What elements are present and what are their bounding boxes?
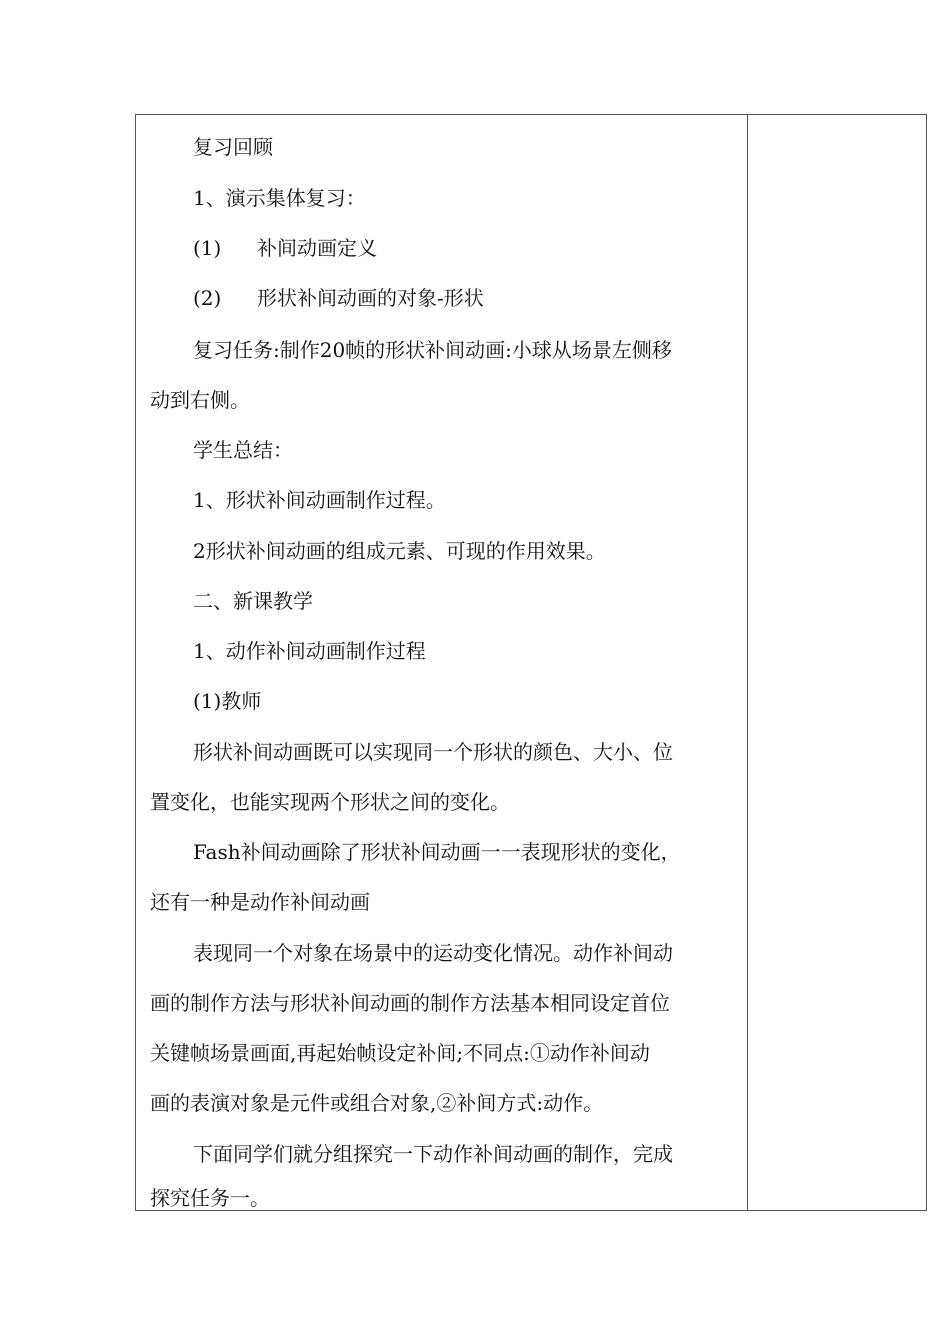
- paragraph-3-line-1: 表现同一个对象在场景中的运动变化情况。动作补间动: [193, 941, 673, 965]
- paragraph-3-line-4: 画的表演对象是元件或组合对象,②补间方式:动作。: [150, 1091, 604, 1115]
- new-lesson-heading: 二、新课教学: [193, 589, 313, 613]
- paragraph-3-line-3: 关键帧场景画面,再起始帧设定补间;不同点:①动作补间动: [150, 1041, 650, 1065]
- review-task-paragraph-line-2: 动到右侧。: [150, 388, 250, 412]
- sub-item-2-number: (2): [193, 286, 222, 310]
- review-task-paragraph-line-1: 复习任务:制作20帧的形状补间动画:小球从场景左侧移: [193, 338, 672, 362]
- review-item-1: 1、演示集体复习：: [193, 186, 366, 210]
- paragraph-3-line-2: 画的制作方法与形状补间动画的制作方法基本相同设定首位: [150, 991, 670, 1015]
- review-heading: 复习回顾: [193, 135, 273, 159]
- paragraph-4-line-2: 探究任务一。: [150, 1186, 270, 1210]
- summary-item-1: 1、形状补间动画制作过程。: [193, 488, 446, 512]
- paragraph-4-line-1: 下面同学们就分组探究一下动作补间动画的制作，完成: [193, 1142, 673, 1166]
- sub-item-2-text: 形状补间动画的对象-形状: [257, 286, 484, 310]
- motion-tween-heading: 1、动作补间动画制作过程: [193, 639, 426, 663]
- sub-item-1-number: (1): [193, 236, 222, 260]
- student-summary-heading: 学生总结：: [193, 438, 293, 462]
- sub-item-1-text: 补间动画定义: [257, 236, 377, 260]
- paragraph-1-line-1: 形状补间动画既可以实现同一个形状的颜色、大小、位: [193, 740, 673, 764]
- paragraph-2-line-2: 还有一种是动作补间动画: [150, 890, 370, 914]
- teacher-subheading: (1)教师: [193, 689, 262, 713]
- paragraph-2-line-1: Fash补间动画除了形状补间动画一一表现形状的变化，: [193, 840, 681, 864]
- column-divider: [747, 115, 748, 1210]
- content-cell: [136, 115, 747, 1210]
- paragraph-1-line-2: 置变化，也能实现两个形状之间的变化。: [150, 790, 510, 814]
- summary-item-2: 2形状补间动画的组成元素、可现的作用效果。: [193, 539, 606, 563]
- lesson-table: [135, 114, 927, 1211]
